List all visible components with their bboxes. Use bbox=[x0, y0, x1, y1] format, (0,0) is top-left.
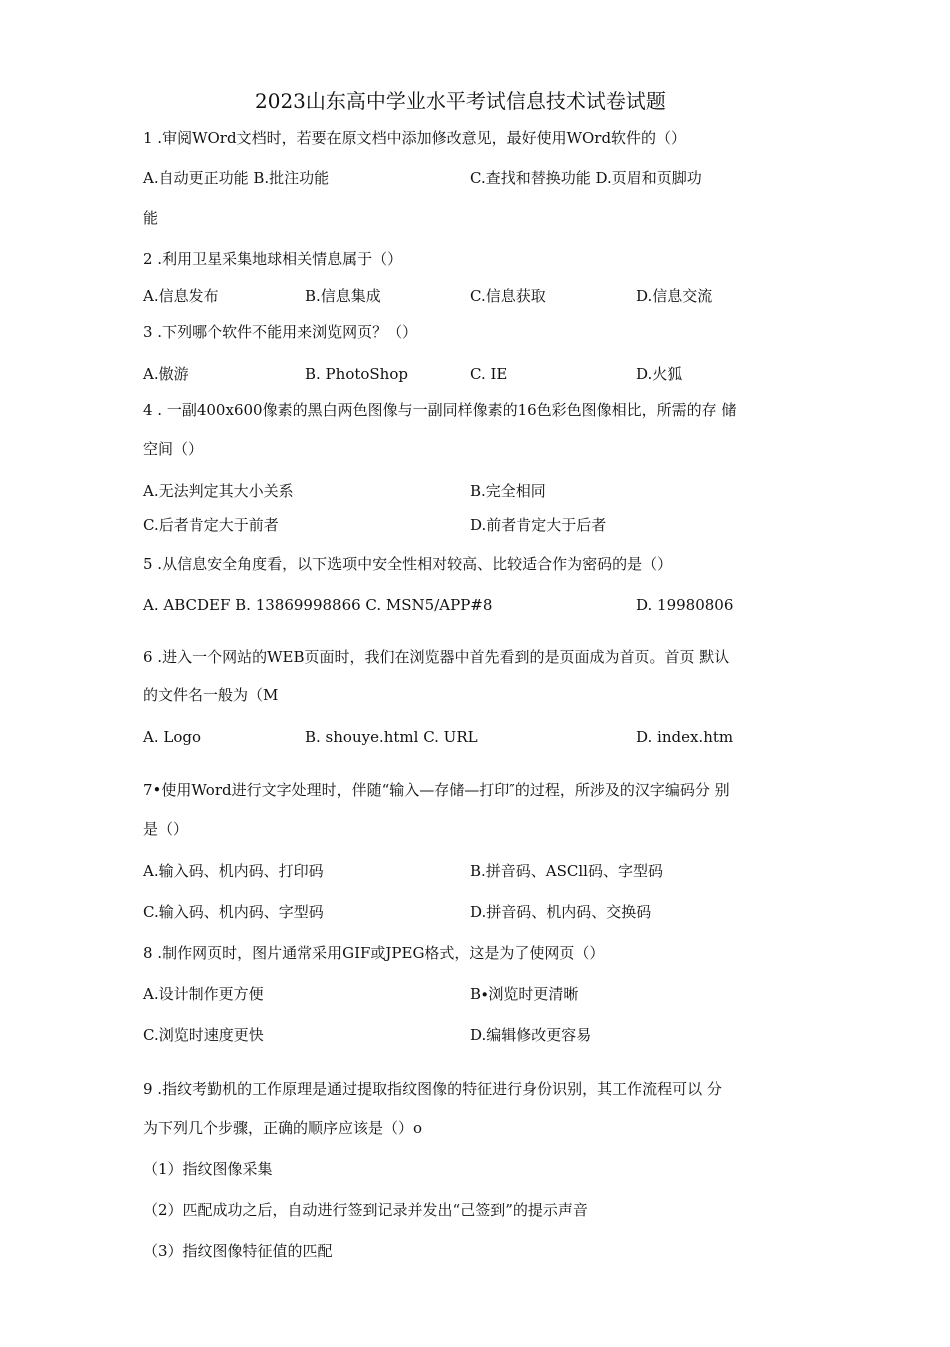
q2-option-a: A.信息发布 bbox=[143, 287, 219, 305]
q2-option-c: C.信息获取 bbox=[470, 287, 546, 305]
q3-option-d: D.火狐 bbox=[636, 365, 683, 383]
q4-option-a: A.无法判定其大小关系 bbox=[143, 482, 294, 500]
q8-option-c: C.浏览时速度更快 bbox=[143, 1026, 264, 1044]
q5-option-d: D. 19980806 bbox=[636, 596, 734, 614]
q9-step-1: （1）指纹图像采集 bbox=[143, 1160, 273, 1178]
q6-option-d: D. index.htm bbox=[636, 728, 734, 746]
q6-options-bc: B. shouye.html C. URL bbox=[305, 728, 478, 746]
q1-options-cd: C.查找和替换功能 D.页眉和页脚功 bbox=[470, 169, 702, 187]
q9-step-2: （2）匹配成功之后，自动进行签到记录并发出“己签到”的提示声音 bbox=[143, 1201, 588, 1219]
q8-option-b: B∙浏览时更清晰 bbox=[470, 985, 579, 1003]
q5-options-abc: A. ABCDEF B. 13869998866 C. MSN5/APP#8 bbox=[143, 596, 493, 614]
q7-stem-line2: 是（） bbox=[143, 820, 189, 838]
q7-option-b: B.拼音码、ASCll码、字型码 bbox=[470, 862, 663, 880]
q3-option-a: A.傲游 bbox=[143, 365, 189, 383]
q8-option-a: A.设计制作更方便 bbox=[143, 985, 264, 1003]
q9-step-3: （3）指纹图像特征值的匹配 bbox=[143, 1242, 333, 1260]
q1-options-ab: A.自动更正功能 B.批注功能 bbox=[143, 169, 330, 187]
page-title: 2023山东高中学业水平考试信息技术试卷试题 bbox=[255, 89, 666, 113]
q6-stem-line1: 6 .进入一个网站的WEB页面时，我们在浏览器中首先看到的是页面成为首页。首页 默认 bbox=[143, 648, 730, 666]
q5-stem: 5 .从信息安全角度看，以下选项中安全性相对较高、比较适合作为密码的是（） bbox=[143, 555, 673, 573]
q7-stem-line1: 7•使用Word进行文字处理时，伴随“输入—存储—打印″的过程，所涉及的汉字编码分 别 bbox=[143, 781, 730, 799]
q7-option-c: C.输入码、机内码、字型码 bbox=[143, 903, 324, 921]
q4-option-d: D.前者肯定大于后者 bbox=[470, 516, 607, 534]
q1-option-continuation: 能 bbox=[143, 209, 159, 227]
q7-option-d: D.拼音码、机内码、交换码 bbox=[470, 903, 652, 921]
q4-stem-line2: 空间（） bbox=[143, 440, 204, 458]
q8-stem: 8 .制作网页时，图片通常采用GIF或JPEG格式，这是为了使网页（） bbox=[143, 944, 605, 962]
q6-stem-line2: 的文件名一般为（M bbox=[143, 686, 279, 704]
q4-stem-line1: 4 . 一副400x600像素的黑白两色图像与一副同样像素的16色彩色图像相比，所需的存 储 bbox=[143, 401, 737, 419]
q3-stem: 3 .下列哪个软件不能用来浏览网页？（） bbox=[143, 323, 418, 341]
q9-stem-line2: 为下列几个步骤，正确的顺序应该是（）o bbox=[143, 1119, 423, 1137]
q2-option-d: D.信息交流 bbox=[636, 287, 713, 305]
q1-stem: 1 .审阅WOrd文档时，若要在原文档中添加修改意见，最好使用WOrd软件的（） bbox=[143, 129, 687, 147]
q2-option-b: B.信息集成 bbox=[305, 287, 381, 305]
q4-option-b: B.完全相同 bbox=[470, 482, 546, 500]
q3-option-c: C. IE bbox=[470, 365, 508, 383]
q4-option-c: C.后者肯定大于前者 bbox=[143, 516, 279, 534]
q8-option-d: D.编辑修改更容易 bbox=[470, 1026, 592, 1044]
q9-stem-line1: 9 .指纹考勤机的工作原理是通过提取指纹图像的特征进行身份识别，其工作流程可以 分 bbox=[143, 1080, 722, 1098]
q6-option-a: A. Logo bbox=[143, 728, 201, 746]
q3-option-b: B. PhotoShop bbox=[305, 365, 408, 383]
q7-option-a: A.输入码、机内码、打印码 bbox=[143, 862, 324, 880]
q2-stem: 2 .利用卫星采集地球相关情息属于（） bbox=[143, 250, 403, 268]
